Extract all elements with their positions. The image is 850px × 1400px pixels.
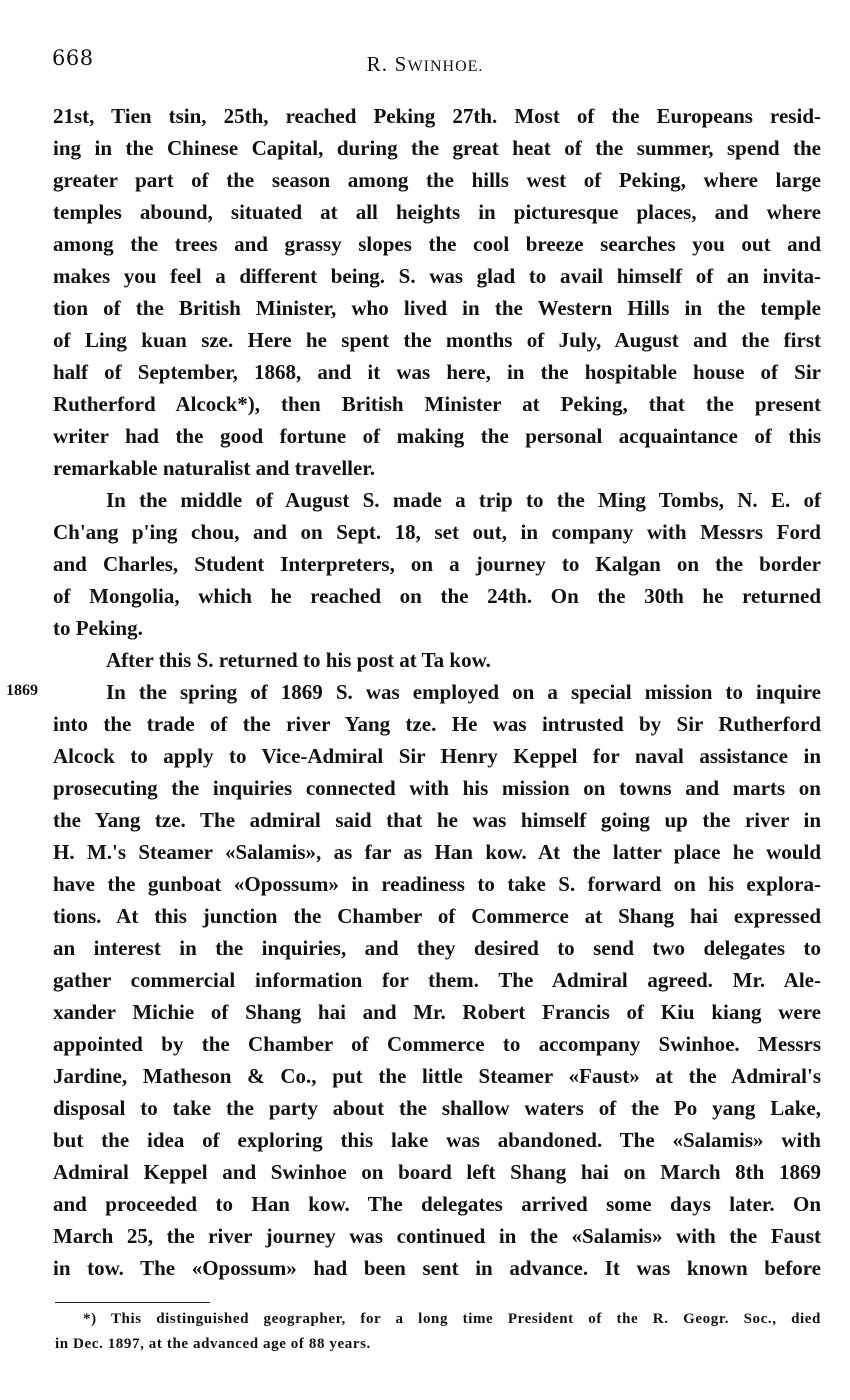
text-line: makes you feel a different being. S. was glad to avail himself of an invita- <box>53 264 821 288</box>
text-line: among the trees and grassy slopes the cool breeze searches you out and <box>53 232 821 256</box>
text-line: remarkable naturalist and traveller. <box>53 456 375 480</box>
text-line: have the gunboat «Opossum» in readiness to take S. forward on his explora- <box>53 872 821 896</box>
text-line: half of September, 1868, and it was here, in the hospitable house of Sir <box>53 360 821 384</box>
text-line: appointed by the Chamber of Commerce to accompany Swinhoe. Messrs <box>53 1032 821 1056</box>
text-line: tions. At this junction the Chamber of Commerce at Shang hai expressed <box>53 904 821 928</box>
text-line: prosecuting the inquiries connected with his mission on towns and marts on <box>53 776 821 800</box>
text-line: and Charles, Student Interpreters, on a journey to Kalgan on the border <box>53 552 821 576</box>
text-line: to Peking. <box>53 616 143 640</box>
text-line: Jardine, Matheson & Co., put the little Steamer «Faust» at the Admiral's <box>53 1064 821 1088</box>
text-line: Admiral Keppel and Swinhoe on board left Shang hai on March 8th 1869 <box>53 1160 821 1184</box>
paragraph-first-line: In the middle of August S. made a trip to the Ming Tombs, N. E. of <box>106 488 821 512</box>
footnote <box>55 1307 821 1357</box>
text-line: greater part of the season among the hills west of Peking, where large <box>53 168 821 192</box>
running-head-initial: R. S <box>366 52 408 76</box>
paragraph-first-line: After this S. returned to his post at Ta kow. <box>106 648 491 672</box>
body-text <box>53 100 821 1284</box>
footnote-rule <box>55 1302 210 1303</box>
paragraph-first-line: In the spring of 1869 S. was employed on a special mission to inquire <box>106 680 821 704</box>
text-line: ing in the Chinese Capital, during the great heat of the summer, spend the <box>53 136 821 160</box>
page-number: 668 <box>52 46 94 70</box>
text-line: of Mongolia, which he reached on the 24th. On the 30th he returned <box>53 584 821 608</box>
text-line: xander Michie of Shang hai and Mr. Robert Francis of Kiu kiang were <box>53 1000 821 1024</box>
text-line: Rutherford Alcock*), then British Minister at Peking, that the present <box>53 392 821 416</box>
text-line: March 25, the river journey was continued in the «Salamis» with the Faust <box>53 1224 821 1248</box>
text-line: temples abound, situated at all heights in picturesque places, and where <box>53 200 821 224</box>
text-line: tion of the British Minister, who lived in the Western Hills in the temple <box>53 296 821 320</box>
text-line: an interest in the inquiries, and they desired to send two delegates to <box>53 936 821 960</box>
text-line: of Ling kuan sze. Here he spent the months of July, August and the first <box>53 328 821 352</box>
text-line: Ch'ang p'ing chou, and on Sept. 18, set out, in company with Messrs Ford <box>53 520 821 544</box>
text-line: in tow. The «Opossum» had been sent in advance. It was known before <box>53 1256 821 1280</box>
text-line: writer had the good fortune of making the personal acquaintance of this <box>53 424 821 448</box>
text-line: but the idea of exploring this lake was abandoned. The «Salamis» with <box>53 1128 821 1152</box>
running-head-small-caps: WINHOE. <box>407 58 484 75</box>
footnote-line: *) This distinguished geographer, for a long time President of the R. Geogr. Soc., died <box>83 1311 821 1327</box>
text-line: gather commercial information for them. The Admiral agreed. Mr. Ale- <box>53 968 821 992</box>
running-head <box>0 52 850 77</box>
text-line: 21st, Tien tsin, 25th, reached Peking 27th. Most of the Europeans resid- <box>53 104 821 128</box>
text-line: the Yang tze. The admiral said that he was himself going up the river in <box>53 808 821 832</box>
text-line: and proceeded to Han kow. The delegates arrived some days later. On <box>53 1192 821 1216</box>
footnote-line: in Dec. 1897, at the advanced age of 88 years. <box>55 1336 371 1352</box>
text-line: H. M.'s Steamer «Salamis», as far as Han kow. At the latter place he would <box>53 840 821 864</box>
margin-year-note: 1869 <box>6 682 38 699</box>
text-line: Alcock to apply to Vice-Admiral Sir Henry Keppel for naval assistance in <box>53 744 821 768</box>
text-line: into the trade of the river Yang tze. He was intrusted by Sir Rutherford <box>53 712 821 736</box>
text-line: disposal to take the party about the shallow waters of the Po yang Lake, <box>53 1096 821 1120</box>
